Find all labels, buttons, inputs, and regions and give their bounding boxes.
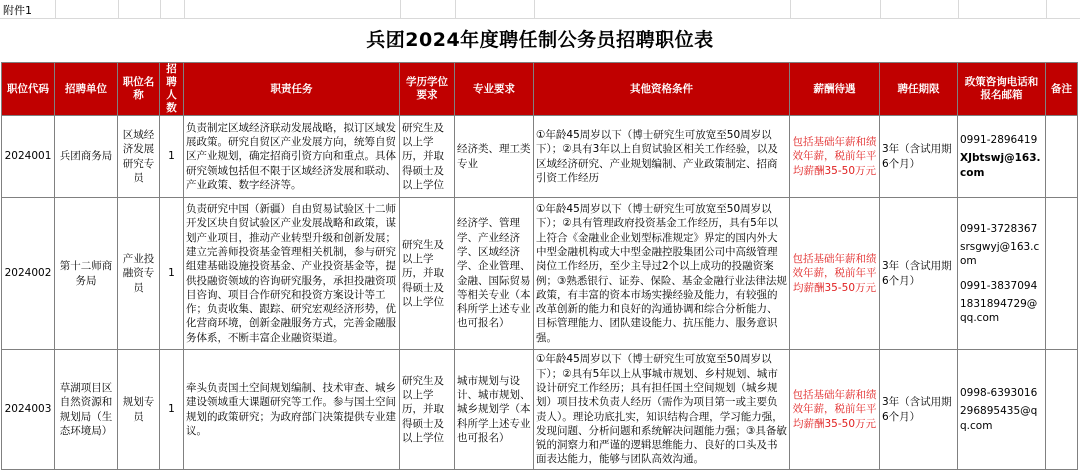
header-cell: 政策咨询电话和报名邮箱 bbox=[958, 63, 1046, 116]
position-code: 2024003 bbox=[2, 350, 55, 470]
position-name: 规划专员 bbox=[118, 350, 160, 470]
email[interactable]: 296895435@qq.com bbox=[960, 405, 1038, 432]
table-header-row bbox=[2, 63, 1078, 116]
headcount: 1 bbox=[160, 116, 184, 198]
recruiting-unit: 草湖项目区自然资源和规划局（生态环境局） bbox=[55, 350, 118, 470]
other-conditions: ①年龄45周岁以下（博士研究生可放宽至50周岁以下）；②具有5年以上从事城市规划、乡村规划、城市设计研究工作经历；具有担任国土空间规划（城乡规划）项目技术负责人经历（需作为项目第一或主要负责人）。理论功底扎实，知识结构合理，学习能力强，发现问题、分析问题和系统解决问题能力强；③具备敏锐的洞察力和严谨的逻辑思维能力、良好的口头及书面表达能力，能够与团队高效沟通。 bbox=[534, 350, 790, 470]
education: 研究生及以上学历，并取得硕士及以上学位 bbox=[400, 198, 455, 350]
email[interactable]: srsgwyj@163.com bbox=[960, 240, 1040, 268]
phone: 0991-3728367 bbox=[960, 222, 1038, 235]
header-cell: 职责任务 bbox=[184, 63, 400, 116]
email[interactable]: 1831894729@qq.com bbox=[960, 297, 1038, 325]
phone: 0991-2896419 bbox=[960, 134, 1038, 147]
term: 3年（含试用期6个月） bbox=[880, 198, 958, 350]
education: 研究生及以上学历，并取得硕士及以上学位 bbox=[400, 350, 455, 470]
duties: 牵头负责国土空间规划编制、技术审查、城乡建设领域重大课题研究等工作。参与国土空间规划的政策研究；为政府部门决策提供专业建议。 bbox=[184, 350, 400, 470]
education: 研究生及以上学历，并取得硕士及以上学位 bbox=[400, 116, 455, 198]
header-cell: 职位代码 bbox=[2, 63, 55, 116]
email[interactable]: XJbtswj@163.com bbox=[960, 152, 1041, 179]
position-code: 2024001 bbox=[2, 116, 55, 198]
other-conditions: ①年龄45周岁以下（博士研究生可放宽至50周岁以下）；②具有3年以上自贸试验区相关工作经验，以及区域经济研究、产业规划编制、产业政策制定、招商引资工作经历 bbox=[534, 116, 790, 198]
attachment-label: 附件1 bbox=[3, 4, 32, 17]
salary: 包括基础年薪和绩效年薪，税前年平均薪酬35-50万元 bbox=[790, 350, 880, 470]
major: 经济学、管理学、产业经济学、区域经济学、企业管理、金融、国际贸易等相关专业（本科所学上述专业也可报名） bbox=[455, 198, 534, 350]
header-cell: 学历学位要求 bbox=[400, 63, 455, 116]
remark bbox=[1046, 350, 1078, 470]
header-cell: 职位名称 bbox=[118, 63, 160, 116]
major: 经济类、理工类专业 bbox=[455, 116, 534, 198]
table-row bbox=[2, 350, 1078, 470]
term: 3年（含试用期6个月） bbox=[880, 116, 958, 198]
table-row bbox=[2, 198, 1078, 350]
salary: 包括基础年薪和绩效年薪，税前年平均薪酬35-50万元 bbox=[790, 198, 880, 350]
recruiting-unit: 第十二师商务局 bbox=[55, 198, 118, 350]
remark bbox=[1046, 116, 1078, 198]
header-cell: 聘任期限 bbox=[880, 63, 958, 116]
remark bbox=[1046, 198, 1078, 350]
position-name: 区域经济发展研究专员 bbox=[118, 116, 160, 198]
other-conditions: ①年龄45周岁以下（博士研究生可放宽至50周岁以下）；②具有管理政府投资基金工作经历，具有5年以上符合《金融业企业划型标准规定》界定的国内外大中型金融机构或大中型金融控股集团公司中高级管理岗位工作经历，至少主导过2个以上成功的投融资案例；③熟悉银行、证券、保险、基金金融行业法律法规政策，有丰富的资本市场实操经验及能力，有较强的改革创新的能力和良好的沟通协调和综合分析能力、目标管理能力、团队建设能力、抗压能力、服务意识强。 bbox=[534, 198, 790, 350]
header-cell: 招聘人数 bbox=[160, 63, 184, 116]
header-cell: 专业要求 bbox=[455, 63, 534, 116]
header-grid-row bbox=[0, 0, 1080, 19]
position-code: 2024002 bbox=[2, 198, 55, 350]
headcount: 1 bbox=[160, 350, 184, 470]
phone: 0991-3837094 bbox=[960, 279, 1038, 292]
major: 城市规划与设计、城市规划、城乡规划学（本科所学上述专业也可报名） bbox=[455, 350, 534, 470]
salary: 包括基础年薪和绩效年薪，税前年平均薪酬35-50万元 bbox=[790, 116, 880, 198]
contact bbox=[958, 350, 1046, 470]
phone: 0998-6393016 bbox=[960, 387, 1038, 400]
header-cell: 招聘单位 bbox=[55, 63, 118, 116]
header-cell: 其他资格条件 bbox=[534, 63, 790, 116]
table-row bbox=[2, 116, 1078, 198]
recruiting-unit: 兵团商务局 bbox=[55, 116, 118, 198]
position-name: 产业投融资专员 bbox=[118, 198, 160, 350]
duties: 负责研究中国（新疆）自由贸易试验区十二师开发区块自贸试验区产业发展战略和政策，谋划产业项目，推动产业转型升级和创新发展；建立完善师投资基金管理相关机制，参与研究组建基础设施投资基金、产业投资基金等，提供投融资领域的咨询研究服务，承担投融资项目咨询、项目合作研究和投资方案设计等工作；负责收集、跟踪、研究宏观经济形势，优化营商环境，创新金融服务方式，完善金融服务体系，不断丰富企业融资渠道。 bbox=[184, 198, 400, 350]
header-cell: 备注 bbox=[1046, 63, 1078, 116]
page-title: 兵团2024年度聘任制公务员招聘职位表 bbox=[366, 29, 714, 51]
duties: 负责制定区域经济联动发展战略，拟订区域发展政策。研究自贸区产业发展方向，统筹自贸区产业规划，确定招商引资方向和重点。具体研究领域包括但不限于区域经济发展和联动、产业政策、数字经济等。 bbox=[184, 116, 400, 198]
header-cell: 薪酬待遇 bbox=[790, 63, 880, 116]
recruitment-table bbox=[1, 62, 1078, 470]
term: 3年（含试用期6个月） bbox=[880, 350, 958, 470]
contact bbox=[958, 198, 1046, 350]
headcount: 1 bbox=[160, 198, 184, 350]
contact bbox=[958, 116, 1046, 198]
